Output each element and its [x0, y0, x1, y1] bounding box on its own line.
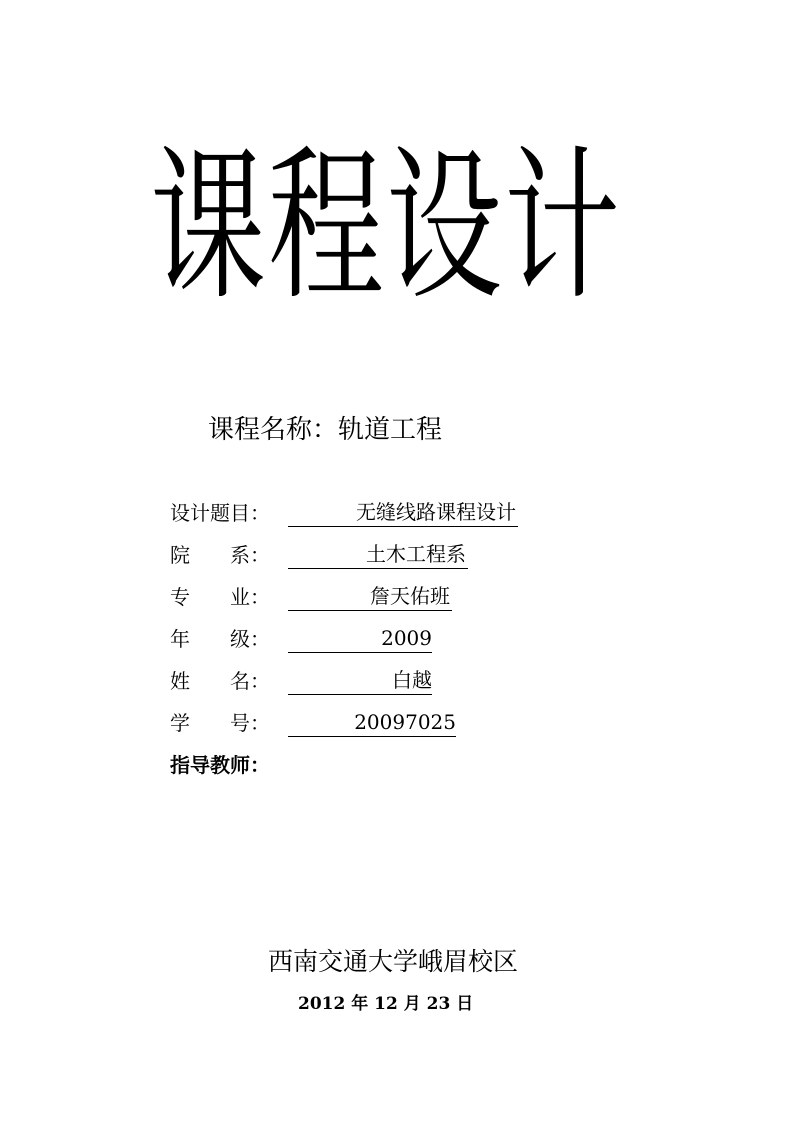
- field-value: 2009: [381, 626, 432, 650]
- field-value: 20097025: [354, 710, 456, 734]
- field-label: 学 号：: [170, 711, 270, 735]
- field-value-line: [288, 624, 432, 653]
- field-value: 白越: [392, 668, 432, 692]
- cover-title: 课程设计: [150, 131, 622, 324]
- course-name: 课程名称：轨道工程: [208, 415, 443, 445]
- field-value-line: [288, 708, 456, 737]
- field-label: 设计题目：: [170, 501, 270, 525]
- university-name: 西南交通大学峨眉校区: [268, 947, 519, 976]
- field-value-line: [288, 666, 432, 695]
- field-label: 姓 名：: [170, 669, 270, 693]
- field-value-line: [288, 540, 468, 569]
- field-value: 无缝线路课程设计: [356, 500, 516, 524]
- field-label: 院 系：: [170, 543, 270, 567]
- field-value: 土木工程系: [366, 542, 466, 566]
- submission-date: 2012 年 12 月 23 日: [298, 994, 474, 1014]
- field-value-line: [288, 582, 452, 611]
- field-value-line: [288, 498, 518, 527]
- field-value: 詹天佑班: [370, 584, 450, 608]
- field-label: 专 业：: [170, 585, 270, 609]
- field-label: 指导教师：: [170, 753, 270, 777]
- field-label: 年 级：: [170, 627, 270, 651]
